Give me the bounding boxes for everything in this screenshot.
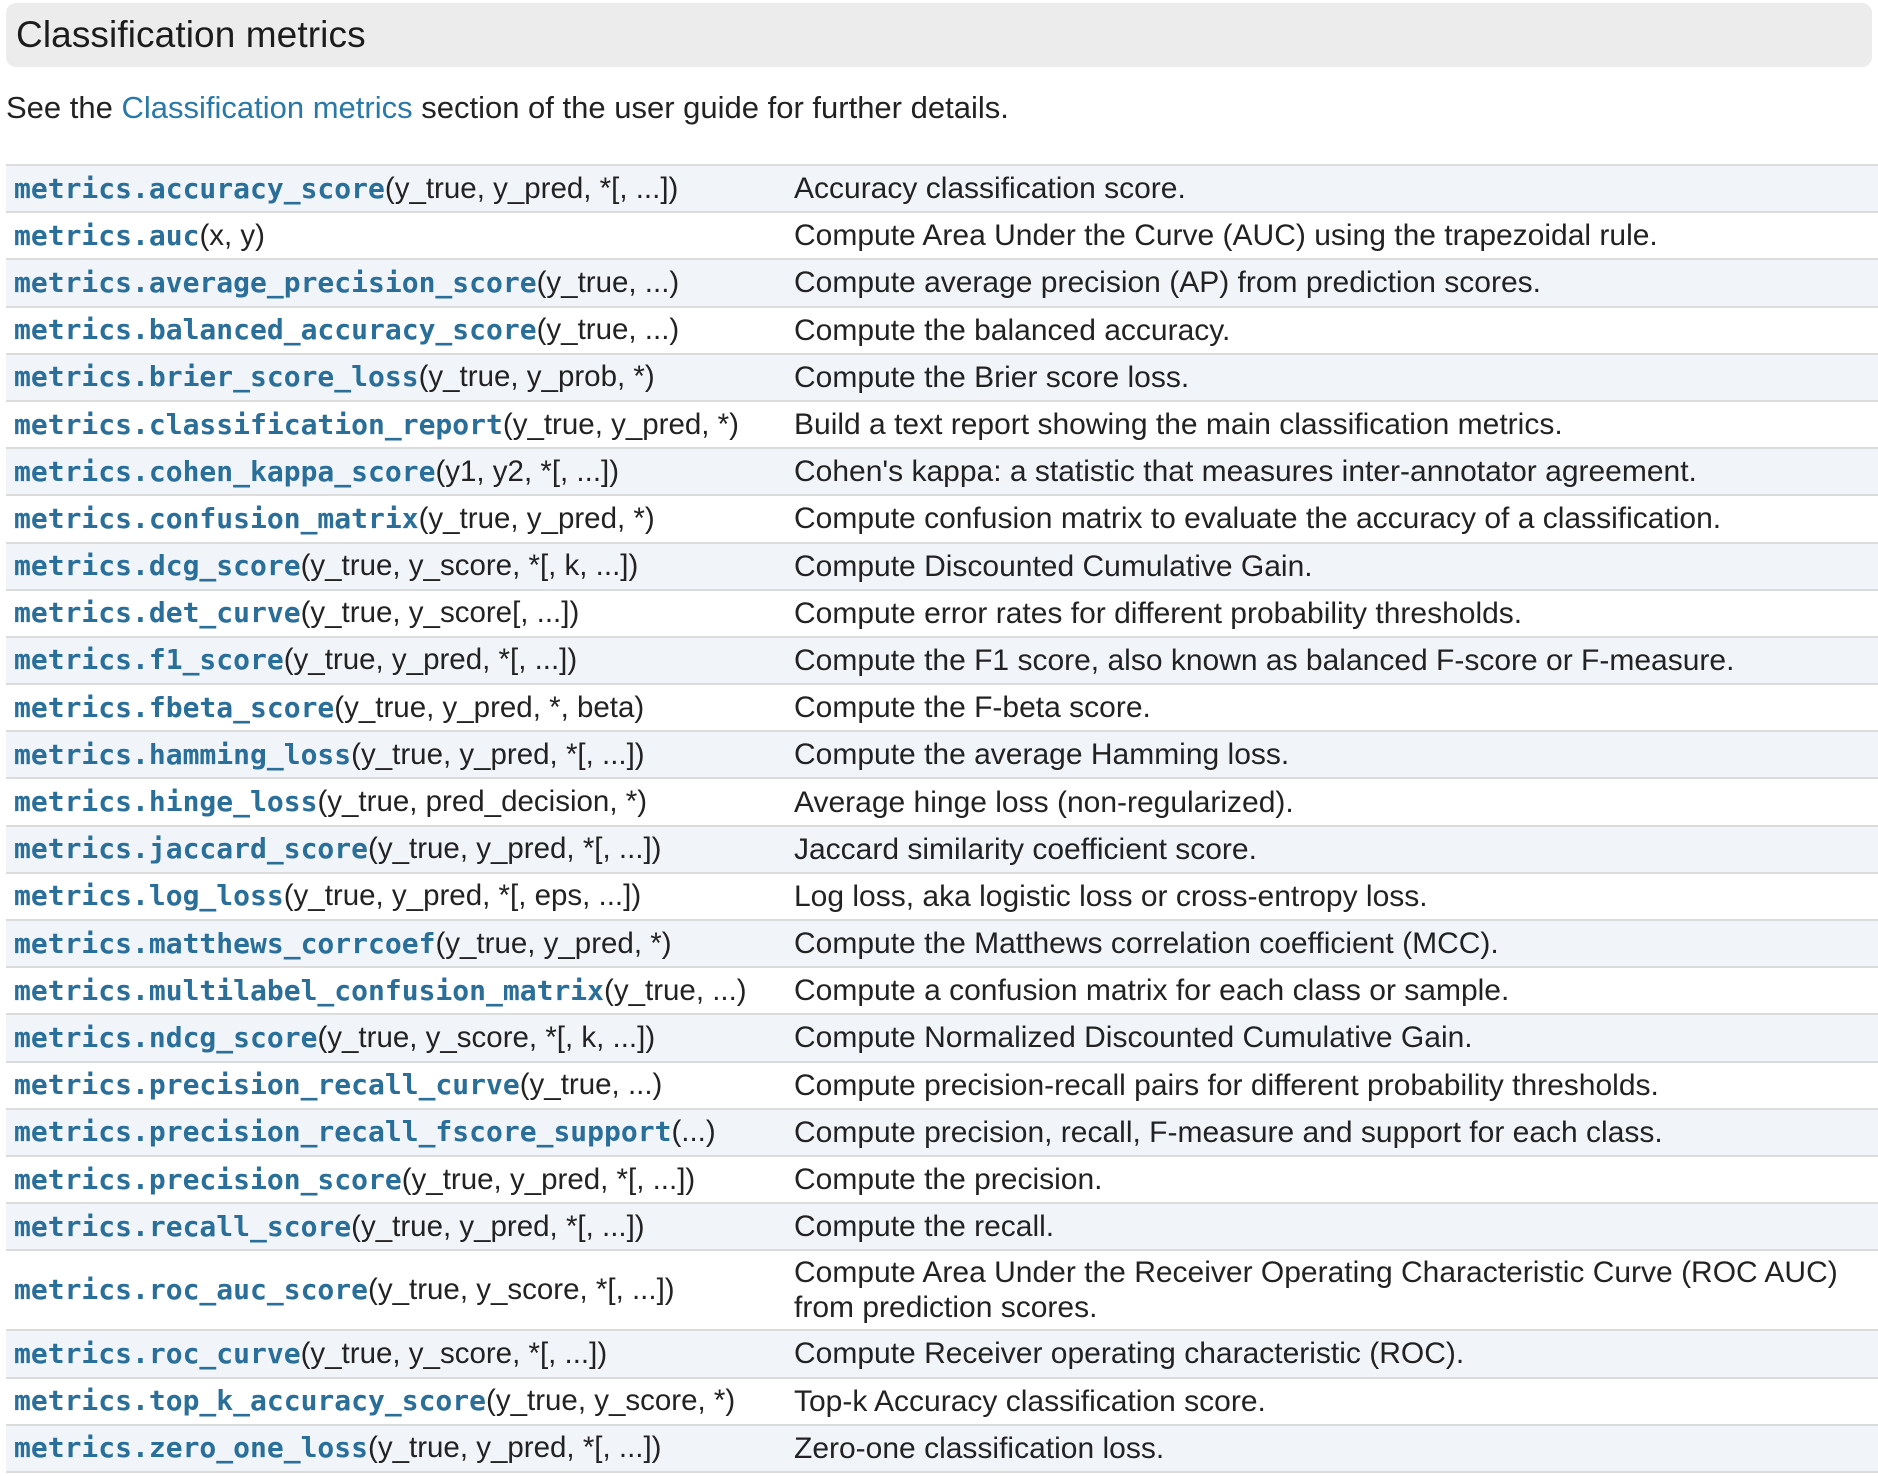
table-row <box>6 449 1878 496</box>
function-args: (y_true, y_pred, *[, ...]) <box>351 1209 645 1243</box>
table-row <box>6 1063 1878 1110</box>
signature-cell <box>6 1068 782 1102</box>
signature-cell <box>6 879 782 913</box>
description-cell: Compute average precision (AP) from prediction scores. <box>794 266 1541 300</box>
function-args: (y_true, y_pred, *[, ...]) <box>368 1431 662 1465</box>
function-args: (y_true, y_pred, *[, ...]) <box>401 1162 696 1196</box>
table-row <box>6 779 1878 826</box>
signature-cell <box>6 1337 782 1371</box>
function-args: (y_true, y_score[, ...]) <box>300 596 580 630</box>
function-args: (y_true, y_pred, *[, ...]) <box>368 832 662 866</box>
function-link[interactable]: metrics.matthews_corrcoef <box>14 926 436 960</box>
table-row <box>6 213 1878 260</box>
description-cell: Build a text report showing the main classification metrics. <box>794 408 1563 442</box>
description-cell: Compute the precision. <box>794 1163 1103 1197</box>
signature-cell <box>6 408 782 442</box>
function-link[interactable]: metrics.accuracy_score <box>14 171 385 205</box>
function-args: (y1, y2, *[, ...]) <box>435 454 620 488</box>
function-args: (y_true, y_pred, *[, ...]) <box>351 737 645 771</box>
signature-cell <box>6 502 782 536</box>
signature-cell <box>6 313 782 347</box>
table-row <box>6 1251 1878 1331</box>
section-header <box>6 3 1872 67</box>
function-args: (y_true, pred_decision, *) <box>317 785 648 819</box>
description-cell: Compute Area Under the Curve (AUC) using the trapezoidal rule. <box>794 219 1658 253</box>
function-args: (y_true, y_pred, *[, ...]) <box>384 171 679 205</box>
description-cell: Compute confusion matrix to evaluate the accuracy of a classification. <box>794 502 1722 536</box>
table-row <box>6 1426 1878 1473</box>
description-cell: Compute Normalized Discounted Cumulative Gain. <box>794 1021 1473 1055</box>
description-cell: Jaccard similarity coefficient score. <box>794 832 1257 866</box>
function-args: (y_true, y_pred, *) <box>435 926 672 960</box>
function-link[interactable]: metrics.precision_score <box>14 1162 402 1196</box>
function-link[interactable]: metrics.recall_score <box>14 1209 352 1243</box>
function-link[interactable]: metrics.hinge_loss <box>14 785 318 819</box>
table-row <box>6 1379 1878 1426</box>
table-row <box>6 1331 1878 1378</box>
description-cell: Compute Discounted Cumulative Gain. <box>794 549 1313 583</box>
function-link[interactable]: metrics.multilabel_confusion_matrix <box>14 973 605 1007</box>
signature-cell <box>6 172 782 206</box>
function-args: (y_true, y_score, *[, ...]) <box>368 1273 675 1307</box>
table-row <box>6 260 1878 307</box>
signature-cell <box>6 832 782 866</box>
description-cell: Compute error rates for different probability thresholds. <box>794 596 1523 630</box>
function-args: (y_true, y_score, *[, ...]) <box>300 1336 608 1370</box>
function-args: (y_true, y_pred, *[, ...]) <box>283 643 578 677</box>
function-link[interactable]: metrics.precision_recall_fscore_support <box>14 1115 672 1149</box>
function-link[interactable]: metrics.classification_report <box>14 407 503 441</box>
description-cell: Compute a confusion matrix for each class or sample. <box>794 974 1510 1008</box>
signature-cell <box>6 1115 782 1149</box>
description-cell: Compute Area Under the Receiver Operating Characteristic Curve (ROC AUC) from prediction scores. <box>794 1256 1838 1325</box>
description-cell: Compute precision-recall pairs for different probability thresholds. <box>794 1068 1659 1102</box>
function-link[interactable]: metrics.jaccard_score <box>14 832 369 866</box>
signature-cell <box>6 691 782 725</box>
table-row <box>6 355 1878 402</box>
table-row <box>6 1157 1878 1204</box>
description-cell: Compute the F1 score, also known as balanced F-score or F-measure. <box>794 643 1735 677</box>
signature-cell <box>6 266 782 300</box>
table-row <box>6 166 1878 213</box>
function-link[interactable]: metrics.f1_score <box>14 643 284 677</box>
table-row <box>6 308 1878 355</box>
description-cell: Log loss, aka logistic loss or cross-entropy loss. <box>794 879 1428 913</box>
description-cell: Compute Receiver operating characteristic (ROC). <box>794 1337 1465 1371</box>
function-link[interactable]: metrics.balanced_accuracy_score <box>14 313 537 347</box>
function-args: (y_true, ...) <box>519 1068 663 1102</box>
function-link[interactable]: metrics.precision_recall_curve <box>14 1068 520 1102</box>
signature-cell <box>6 219 782 253</box>
description-cell: Accuracy classification score. <box>794 172 1186 206</box>
table-row <box>6 1015 1878 1062</box>
table-row <box>6 732 1878 779</box>
signature-cell <box>6 643 782 677</box>
intro-text-before: See the <box>6 90 122 125</box>
signature-cell <box>6 974 782 1008</box>
function-link[interactable]: metrics.confusion_matrix <box>14 501 419 535</box>
description-cell: Top-k Accuracy classification score. <box>794 1384 1266 1418</box>
signature-cell <box>6 1431 782 1465</box>
description-cell: Average hinge loss (non-regularized). <box>794 785 1294 819</box>
description-cell: Compute the recall. <box>794 1210 1055 1244</box>
table-row <box>6 921 1878 968</box>
function-args: (y_true, y_score, *[, k, ...]) <box>300 549 639 583</box>
table-row <box>6 1110 1878 1157</box>
function-link[interactable]: metrics.top_k_accuracy_score <box>14 1384 487 1418</box>
function-link[interactable]: metrics.auc <box>14 218 200 252</box>
function-args: (y_true, ...) <box>536 265 680 299</box>
function-args: (y_true, y_score, *[, k, ...]) <box>317 1020 656 1054</box>
function-link[interactable]: metrics.roc_curve <box>14 1336 301 1370</box>
table-row <box>6 1204 1878 1251</box>
table-row <box>6 638 1878 685</box>
function-link[interactable]: metrics.log_loss <box>14 879 284 913</box>
table-row <box>6 591 1878 638</box>
signature-cell <box>6 596 782 630</box>
signature-cell <box>6 785 782 819</box>
api-summary-table <box>6 164 1878 1473</box>
function-link[interactable]: metrics.zero_one_loss <box>14 1431 369 1465</box>
function-args: (y_true, y_pred, *[, eps, ...]) <box>283 879 642 913</box>
function-link[interactable]: metrics.average_precision_score <box>14 265 537 299</box>
function-args: (y_true, y_score, *) <box>486 1384 736 1418</box>
function-args: (y_true, ...) <box>604 973 747 1007</box>
function-link[interactable]: metrics.hamming_loss <box>14 737 352 771</box>
description-cell: Zero-one classification loss. <box>794 1431 1165 1465</box>
intro-paragraph <box>6 88 1009 128</box>
table-row <box>6 827 1878 874</box>
table-row <box>6 874 1878 921</box>
description-cell: Compute the average Hamming loss. <box>794 738 1290 772</box>
signature-cell <box>6 1384 782 1418</box>
function-link[interactable]: metrics.det_curve <box>14 596 301 630</box>
function-link[interactable]: metrics.roc_auc_score <box>14 1273 369 1307</box>
section-title: Classification metrics <box>16 14 366 55</box>
signature-cell <box>6 1210 782 1244</box>
signature-cell <box>6 1021 782 1055</box>
signature-cell <box>6 360 782 394</box>
classification-metrics-link[interactable]: Classification metrics <box>121 90 413 125</box>
signature-cell <box>6 738 782 772</box>
table-row <box>6 544 1878 591</box>
function-link[interactable]: metrics.brier_score_loss <box>14 360 419 394</box>
function-args: (x, y) <box>199 218 265 252</box>
description-cell: Cohen's kappa: a statistic that measures inter-annotator agreement. <box>794 455 1697 489</box>
signature-cell <box>6 1273 782 1307</box>
table-row <box>6 685 1878 732</box>
description-cell: Compute the F-beta score. <box>794 691 1151 725</box>
description-cell: Compute the Brier score loss. <box>794 360 1190 394</box>
function-link[interactable]: metrics.ndcg_score <box>14 1020 318 1054</box>
function-args: (...) <box>671 1115 716 1149</box>
function-args: (y_true, y_pred, *) <box>502 407 739 441</box>
description-cell: Compute the balanced accuracy. <box>794 313 1231 347</box>
description-cell: Compute precision, recall, F-measure and support for each class. <box>794 1115 1663 1149</box>
signature-cell <box>6 455 782 489</box>
function-args: (y_true, y_pred, *) <box>418 501 655 535</box>
function-link[interactable]: metrics.fbeta_score <box>14 690 335 724</box>
function-args: (y_true, y_pred, *, beta) <box>334 690 645 724</box>
signature-cell <box>6 1163 782 1197</box>
function-args: (y_true, ...) <box>536 313 680 347</box>
function-link[interactable]: metrics.cohen_kappa_score <box>14 454 436 488</box>
signature-cell <box>6 549 782 583</box>
table-row <box>6 496 1878 543</box>
function-args: (y_true, y_prob, *) <box>418 360 655 394</box>
description-cell: Compute the Matthews correlation coefficient (MCC). <box>794 927 1499 961</box>
table-row <box>6 968 1878 1015</box>
signature-cell <box>6 927 782 961</box>
table-row <box>6 402 1878 449</box>
function-link[interactable]: metrics.dcg_score <box>14 549 301 583</box>
intro-text-after: section of the user guide for further details. <box>412 90 1009 125</box>
